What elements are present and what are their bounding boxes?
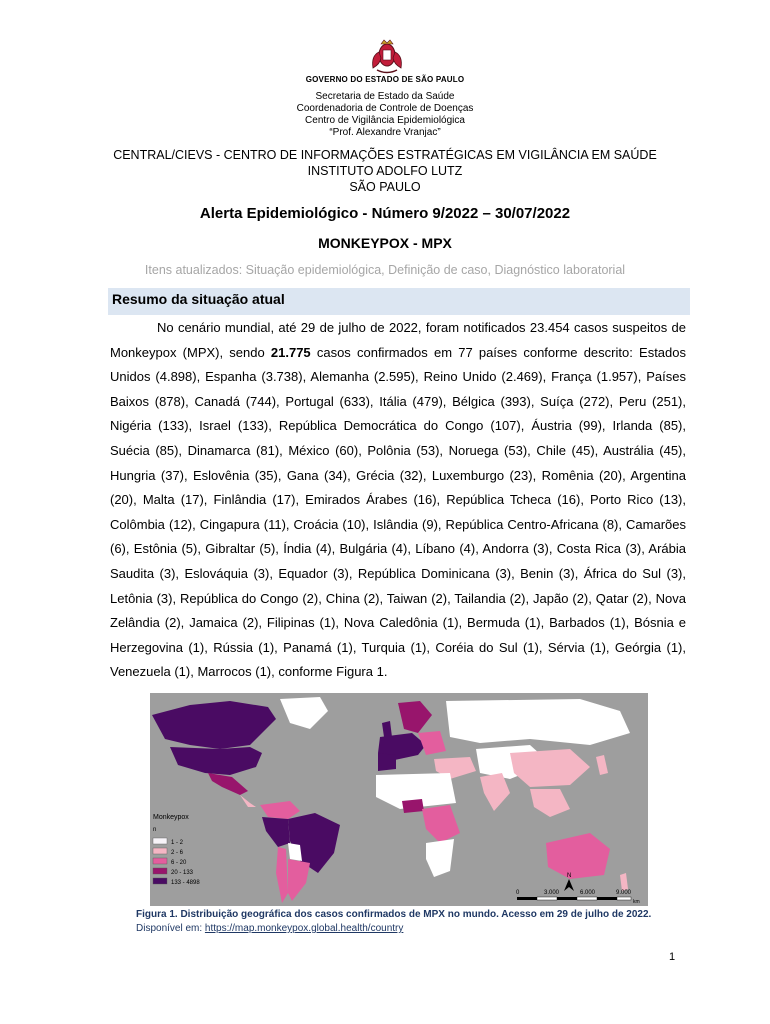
page-number: 1	[669, 951, 676, 963]
government-heading: GOVERNO DO ESTADO DE SÃO PAULO	[305, 75, 465, 84]
legend-swatch	[153, 868, 167, 874]
scale-label: 3.000	[544, 890, 560, 896]
legend-swatch	[153, 878, 167, 884]
alert-title: Alerta Epidemiológico - Número 9/2022 – 30/07/2022	[199, 205, 571, 222]
scale-label: 9.000	[616, 890, 632, 896]
confirmed-count: 21.775	[270, 344, 311, 360]
bolivia-region	[288, 843, 302, 861]
summary-paragraph	[110, 316, 686, 685]
updated-items: Itens atualizados: Situação epidemiológica, Definição de caso, Diagnóstico laboratorial	[144, 263, 626, 277]
svg-text:N: N	[567, 873, 572, 879]
secretaria-line: Secretaria de Estado da Saúde	[315, 91, 455, 102]
legend-subtitle: n	[153, 827, 157, 833]
world-map-figure	[150, 693, 648, 906]
section-title: Resumo da situação atual	[112, 291, 285, 307]
coordenadoria-line: Coordenadoria de Controle de Doenças	[296, 103, 474, 114]
legend-label: 6 - 20	[171, 860, 187, 866]
legend-swatch	[153, 838, 167, 844]
legend-label: 1 - 2	[171, 840, 184, 846]
available-at	[136, 923, 403, 934]
legend-label: 20 - 133	[171, 870, 194, 876]
sao-paulo-coat-of-arms-icon	[367, 38, 407, 78]
legend-label: 2 - 6	[171, 850, 184, 856]
paragraph-text-start: No cenário mundial, até 29 de julho de 2022, foram notificados 23.454 casos suspeitos de Monkeypox (MPX), sendo	[110, 320, 686, 360]
russia-region	[446, 699, 630, 745]
scale-unit: km	[633, 899, 640, 905]
central-heading	[0, 147, 770, 195]
scale-label: 0	[516, 890, 520, 896]
subject-title: MONKEYPOX - MPX	[318, 235, 452, 251]
legend-title: Monkeypox	[153, 814, 189, 821]
nigeria-region	[402, 799, 424, 813]
scale-label: 6.000	[580, 890, 596, 896]
legend-label: 133 - 4898	[171, 880, 200, 886]
prof-line: “Prof. Alexandre Vranjac”	[329, 127, 441, 138]
paragraph-text-end: casos confirmados em 77 países conforme descrito: Estados Unidos (4.898), Espanha (3.738), Alemanha (2.595), Reino Unido (2.469), França (1.957), Países Baixos (878), Canadá (744), Portugal (633), Itália (479), Bélgica (393), Suíça (272), Peru (251), Nigéria (133), Israel (133), República Democrática do Congo (107), Áustria (99), Irlanda (85), Suécia (85), Dinamarca (81), México (60), Polônia (53), Noruega (53), Chile (45), Austrália (45), Hungria (37), Eslovênia (35), Gana (34), Grécia (32), Luxemburgo (23), Romênia (20), Argentina (20), Malta (17), Finlândia (17), Emirados Árabes (16), República Tcheca (16), Porto Rico (13), Colômbia (12), Cingapura (11), Croácia (10), Islândia (9), República Centro-Africana (8), Camarões (6), Estônia (5), Gibraltar (5), Índia (4), Bulgária (4), Líbano (4), Andorra (3), Costa Rica (3), Arábia Saudita (3), Eslováquia (3), Equador (3), República Dominicana (3), Benin (3), África do Sul (3), Letônia (3), República do Congo (2), China (2), Taiwan (2), Tailandia (2), Japão (2), Qatar (2), Nova Zelândia (2), Jamaica (2), Filipinas (1), Nova Caledônia (1), Bermuda (1), Barbados (1), Bósnia e Herzegovina (1), Rússia (1), Panamá (1), Turquia (1), Coréia do Sul (1), Sérvia (1), Geórgia (1), Venezuela (1), Marrocos (1), conforme Figura 1.	[110, 344, 686, 680]
institute-line: INSTITUTO ADOLFO LUTZ	[307, 164, 463, 178]
legend-swatch	[153, 858, 167, 864]
figure-caption: Figura 1. Distribuição geográfica dos casos confirmados de MPX no mundo. Acesso em 29 de julho de 2022.	[136, 909, 652, 920]
legend-swatch	[153, 848, 167, 854]
central-line: CENTRAL/CIEVS - CENTRO DE INFORMAÇÕES ESTRATÉGICAS EM VIGILÂNCIA EM SAÚDE	[113, 148, 657, 162]
centro-line: Centro de Vigilância Epidemiológica	[305, 115, 465, 126]
available-label: Disponível em:	[136, 923, 205, 934]
source-link[interactable]: https://map.monkeypox.global.health/country	[204, 923, 404, 934]
city-line: SÃO PAULO	[349, 180, 421, 194]
iberia-region	[378, 753, 396, 771]
